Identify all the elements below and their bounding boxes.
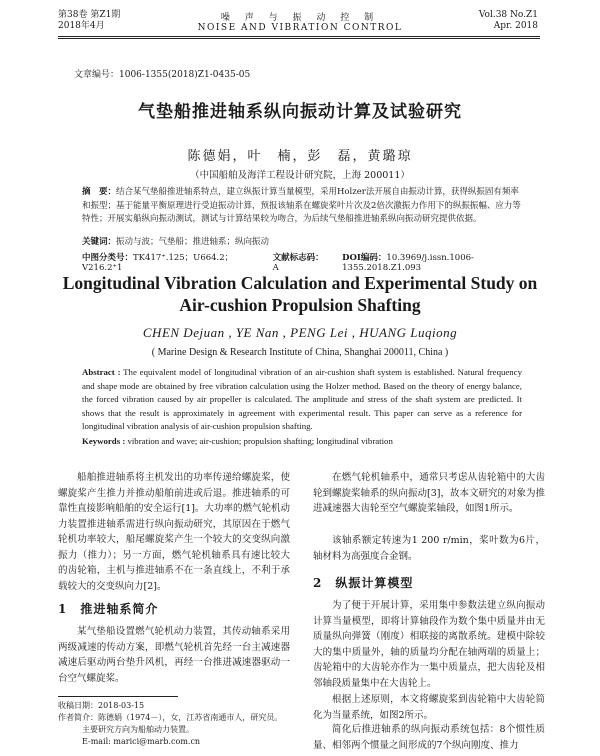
keywords-en (82, 436, 522, 446)
abstract-en (82, 366, 522, 434)
footnote-email: E-mail: marici@marb.com.cn (82, 737, 201, 746)
authors-cn: 陈德娟，叶 楠，彭 磊，黄璐琼 (187, 149, 413, 164)
header-volume-cn: 第38卷 第Z1期 (58, 10, 121, 20)
keywords-cn-label: 关键词： (82, 237, 117, 247)
keywords-cn-text: 振动与波；气垫船；推进轴系；纵向振动 (116, 237, 270, 247)
section-1-title: 1 推进轴系简介 (58, 602, 159, 616)
right-paragraph-1: 在燃气轮机轴系中，通常只考虑从齿轮箱中的大齿轮到螺旋桨轴系的纵向振动[3]，故本文研究的对象为推进减速器大齿轮至空气螺旋桨轴段，如图1所示。 (313, 472, 545, 514)
title-en (0, 272, 600, 316)
journal-name-en: NOISE AND VIBRATION CONTROL (197, 23, 403, 33)
footnote-author-research: 主要研究方向为船舶动力装置。 (82, 725, 194, 734)
header-date-cn: 2018年4月 (58, 21, 105, 31)
article-number: 文章编号：1006-1355(2018)Z1-0435-05 (74, 70, 251, 80)
header-rule (58, 36, 540, 37)
header-volume-en: Vol.38 No.Z1 (478, 10, 538, 20)
affiliation-cn: （中国船舶及海洋工程设计研究院，上海 200011） (190, 170, 410, 181)
right-paragraph-5: 简化后推进轴系的纵向振动系统包括：8个惯性质量、相邻两个惯量之间形成的7个纵向刚度、推力 (313, 724, 545, 751)
abstract-en-label: Abstract : (82, 367, 121, 377)
intro-paragraph: 船舶推进轴系将主机发出的功率传递给螺旋桨，使螺旋桨产生推力并推动船舶前进或后退。推进轴系的可靠性直接影响船舶的安全运行[1]。大功率的燃气轮机动力装置推进轴系需进行纵向振动研究，其原因在于燃气轮机功率较大，船尾螺旋桨产生一个较大的交变纵向激振力（推力）；另一方面，燃气轮机轴系具有速比较大的齿轮箱，主机与推进轴系不在一条直线上，不利于承载较大的交变纵向力[2]。 (58, 472, 290, 592)
doc-code-label: 文献标志码： (272, 253, 324, 263)
affiliation-en: ( Marine Design & Research Institute of China, Shanghai 200011, China ) (151, 347, 449, 358)
footnote-rule (58, 696, 178, 697)
right-paragraph-2: 该轴系额定转速为1 200 r/min，桨叶数为6片，轴材料为高强度合金钢。 (313, 535, 545, 562)
keywords-en-text: vibration and wave; air-cushion; propulsion shafting; longitudinal vibration (125, 436, 393, 446)
abstract-cn (82, 186, 522, 227)
keywords-cn (82, 236, 522, 250)
authors-en: CHEN Dejuan , YE Nan , PENG Lei , HUANG Luqiong (142, 325, 458, 340)
title-cn: 气垫船推进轴系纵向振动计算及试验研究 (138, 102, 462, 122)
title-en-line2: Air-cushion Propulsion Shafting (179, 295, 421, 315)
abstract-en-text: The equivalent model of longitudinal vibration of an air-cushion shaft system is established. Natural frequency and shape mode are obtained by free vibration calculation using the Holzer method. Based on the theory of energy balance, the forced vibration caused by air propeller is calculated. The amplitude and stress of the shaft system are predicted. It shows that the result is approximately in agreement with experimental result. This paper can serve as a reference for longitudinal vibration analysis of air-cushion propulsion shafting. (82, 367, 522, 431)
abstract-cn-label: 摘 要： (82, 187, 117, 197)
doi-value: 10.3969/j.issn.1006-1355.2018.Z1.093 (342, 253, 474, 273)
footnote-received: 收稿日期：2018-03-15 (58, 701, 145, 710)
doi-label: DOI编码： (342, 253, 387, 263)
clc-value: TK417⁺.125；U664.2；V216.2⁺1 (82, 253, 234, 273)
footnotes (58, 700, 298, 748)
header-journal (190, 10, 410, 33)
header-date-en: Apr. 2018 (493, 21, 538, 31)
journal-name-cn: 噪 声 与 振 动 控 制 (220, 13, 380, 23)
doc-code-value: A (272, 263, 279, 273)
footnote-author: 作者简介：陈德娟（1974－），女，江苏省南通市人，研究员。 (58, 713, 283, 722)
section-1-text: 某气垫船设置燃气轮机动力装置，其传动轴系采用两级减速的传动方案，即燃气轮机首先经一台主减速器减速后驱动两台垫升风机，再经一台推进减速器驱动一台空气螺旋桨。 (58, 626, 290, 684)
section-2-title: 2 纵振计算模型 (313, 576, 414, 590)
title-en-line1: Longitudinal Vibration Calculation and Experimental Study on (62, 273, 538, 293)
right-paragraph-4: 根据上述原则，本文将螺旋桨到齿轮箱中大齿轮简化为当量系统，如图2所示。 (313, 694, 545, 721)
clc-label: 中图分类号： (82, 253, 134, 263)
classification-line (82, 251, 532, 273)
right-paragraph-3: 为了便于开展计算，采用集中参数法建立纵向振动计算当量模型，即将计算轴段作为数个集中质量并由无质量纵向弹簧（刚度）相联接的离散系统。建模中除较大的集中质量外，轴的质量均分配在轴两端的质量上；齿轮箱中的大齿轮亦作为一集中质量点，把大齿轮及相邻轴段质量集中在大齿轮上。 (313, 600, 545, 689)
keywords-en-label: Keywords : (82, 436, 126, 446)
header-rule-2 (58, 38, 540, 39)
abstract-cn-text: 结合某气垫船推进轴系特点，建立纵振计算当量模型，采用Holzer法开展自由振动计算，获得纵振固有频率和振型；基于能量平衡原理进行受迫振动计算，预报该轴系在螺旋桨叶片次及2倍次激振力作用下的纵振振幅、应力等特性；开展实船纵向振动测试，测试与计算结果较为吻合，为后续气垫船推进轴系纵向振动研究提供依据。 (82, 187, 521, 224)
